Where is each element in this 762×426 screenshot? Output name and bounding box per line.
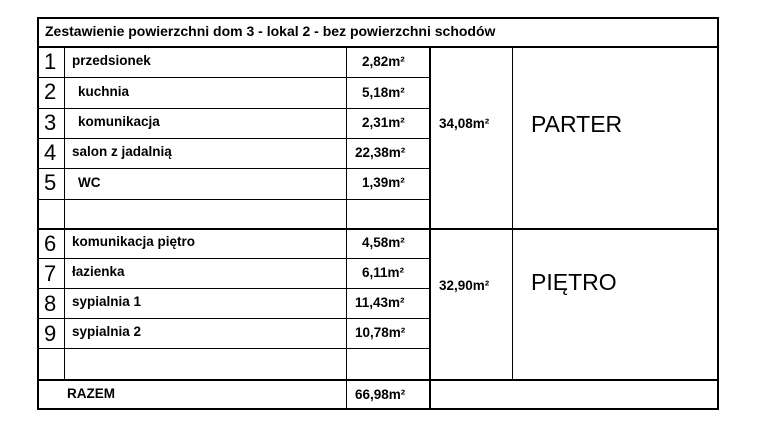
row-divider bbox=[37, 348, 429, 349]
room-number: 8 bbox=[44, 291, 57, 316]
row-divider bbox=[37, 108, 429, 109]
room-number: 7 bbox=[44, 261, 57, 286]
row-divider bbox=[37, 138, 429, 139]
room-name: WC bbox=[78, 175, 101, 190]
room-name: salon z jadalnią bbox=[72, 144, 172, 159]
table-border-left bbox=[37, 17, 39, 410]
row-divider bbox=[37, 77, 429, 78]
room-name: sypialnia 2 bbox=[72, 324, 142, 339]
floor-label: PARTER bbox=[531, 111, 623, 137]
row-divider bbox=[37, 199, 429, 200]
room-number: 9 bbox=[44, 321, 57, 346]
room-area: 10,78m² bbox=[355, 325, 406, 340]
summary-total-area: 66,98m² bbox=[355, 387, 406, 402]
col-divider-number bbox=[64, 46, 65, 380]
room-name: komunikacja piętro bbox=[72, 234, 196, 249]
section-divider bbox=[37, 228, 719, 230]
room-name: kuchnia bbox=[78, 84, 130, 99]
room-area: 2,82m² bbox=[362, 54, 405, 69]
table-border-top bbox=[37, 17, 719, 19]
room-area: 2,31m² bbox=[362, 115, 405, 130]
room-number: 6 bbox=[44, 231, 57, 256]
summary-label: RAZEM bbox=[67, 386, 115, 401]
room-area: 11,43m² bbox=[355, 295, 405, 310]
table-title: Zestawienie powierzchni dom 3 - lokal 2 - bez powierzchni schodów bbox=[45, 23, 496, 39]
room-number: 5 bbox=[44, 170, 57, 195]
room-name: przedsionek bbox=[72, 53, 151, 68]
row-divider bbox=[37, 258, 429, 259]
room-area: 1,39m² bbox=[362, 175, 405, 190]
row-divider bbox=[37, 288, 429, 289]
floor-total-area: 34,08m² bbox=[439, 116, 490, 131]
room-name: łazienka bbox=[72, 264, 125, 279]
room-number: 3 bbox=[44, 110, 57, 135]
room-area: 5,18m² bbox=[362, 85, 405, 100]
row-divider bbox=[37, 168, 429, 169]
table-border-bottom bbox=[37, 408, 719, 410]
col-divider-total bbox=[512, 46, 513, 380]
title-divider bbox=[37, 46, 719, 48]
room-name: sypialnia 1 bbox=[72, 294, 142, 309]
room-number: 4 bbox=[44, 140, 57, 165]
row-divider bbox=[37, 318, 429, 319]
table-border-right bbox=[717, 17, 719, 410]
floor-total-area: 32,90m² bbox=[439, 278, 490, 293]
room-name: komunikacja bbox=[78, 114, 160, 129]
room-number: 2 bbox=[44, 79, 57, 104]
room-area: 6,11m² bbox=[362, 265, 405, 280]
floor-label: PIĘTRO bbox=[531, 269, 617, 295]
room-number: 1 bbox=[44, 49, 57, 74]
room-area: 4,58m² bbox=[362, 235, 405, 250]
room-area: 22,38m² bbox=[355, 145, 406, 160]
summary-divider bbox=[37, 379, 719, 381]
